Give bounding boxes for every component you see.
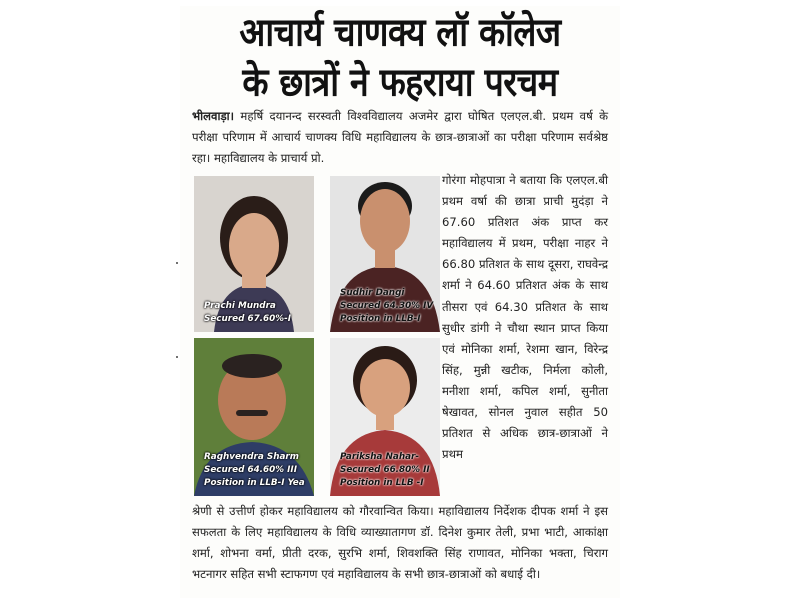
headline-line-1: आचार्य चाणक्य लॉ कॉलेज xyxy=(239,10,561,56)
headline-line-2: के छात्रों ने फहराया परचम xyxy=(242,60,558,106)
margin-dot xyxy=(176,356,178,358)
photo-caption: Pariksha Nahar- Secured 66.80% II Position in LLB -I xyxy=(340,452,430,488)
article-intro xyxy=(192,106,608,169)
photo-pariksha-nahar xyxy=(330,338,440,496)
news-clipping xyxy=(180,6,620,598)
dateline: भीलवाड़ा। xyxy=(192,109,235,123)
photo-caption: Raghvendra Sharm Secured 64.60% III Position in LLB-I Yea xyxy=(204,452,305,488)
article-tail: श्रेणी से उत्तीर्ण होकर महाविद्यालय को गौरवान्वित किया। महाविद्यालय निर्देशक दीपक शर्मा ने इस सफलता के लिए महाविद्यालय के विधि व्याख्यातागण डॉ. दिनेश कुमार तेली, प्रभा भाटी, आकांक्षा शर्मा, शोभना वर्मा, प्रीती दरक, सुरभि शर्मा, शिवशक्ति सिंह राणावत, मोनिका भक्ता, चिराग भटनागर सहित सभी स्टाफगण एवं महाविद्यालय के सभी छात्र-छात्राओं को बधाई दी। xyxy=(192,504,608,582)
photo-sudhir-dangi xyxy=(330,176,440,332)
photo-caption: Sudhir Dangi Secured 64.30% IV Position in LLB-I xyxy=(340,288,434,324)
article-side-column: गोरंगा मोहपात्रा ने बताया कि एलएल.बी प्रथम वर्षा की छात्रा प्राची मुदंड़ा ने 67.60 प्रतिशत अंक प्राप्त कर महाविद्यालय में प्रथम, परीक्षा नाहर ने 66.80 प्रतिशत के साथ दूसरा, राघवेन्द्र शर्मा ने 64.60 प्रतिशत अंक के साथ तीसरा एवं 64.30 प्रतिशत के साथ सुधीर डांगी ने चौथा स्थान प्राप्त किया एवं मोनिका शर्मा, रेशमा खान, विरेन्द्र सिंह, मुन्नी खटीक, निर्मला कोली, मनीशा शर्मा, कपिल शर्मा, सुनीता षेखावत, सोनल नुवाल सहीत 50 प्रतिशत से अधिक छात्र-छात्राओं ने प्रथम xyxy=(442,173,608,462)
margin-dot xyxy=(176,262,178,264)
photo-prachi-mundra xyxy=(194,176,314,332)
article-intro-text: महर्षि दयानन्द सरस्वती विश्वविद्यालय अजमेर द्वारा घोषित एलएल.बी. प्रथम वर्ष के परीक्षा परिणाम में आचार्य चाणक्य विधि महाविद्यालय के छात्र-छात्राओं का परीक्षा परिणाम सर्वश्रेष्ठ रहा। महाविद्यालय के प्राचार्य प्रो. xyxy=(192,109,608,166)
photo-caption: Prachi Mundra Secured 67.60%-I xyxy=(204,301,292,324)
photo-raghvendra-sharma xyxy=(194,338,314,496)
